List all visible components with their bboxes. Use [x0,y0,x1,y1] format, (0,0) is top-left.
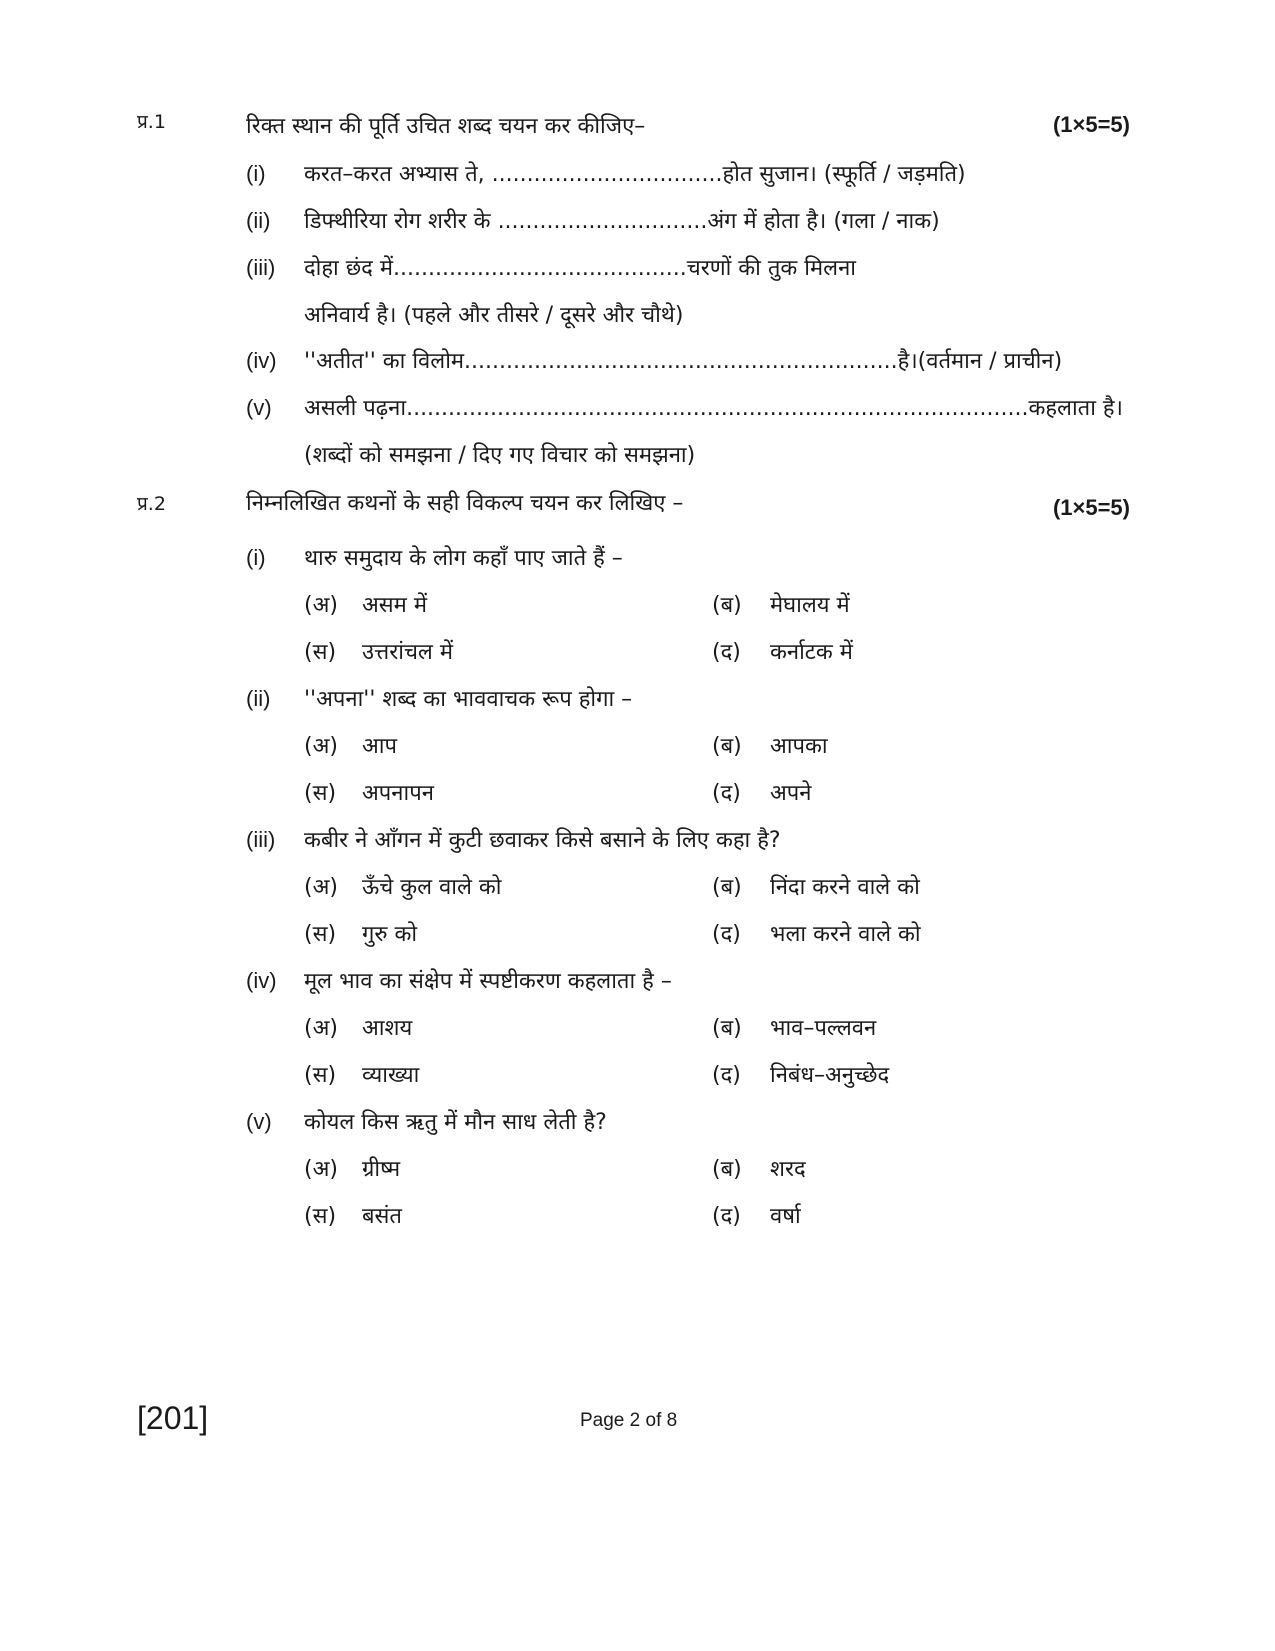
item-text-continuation: अनिवार्य है। (पहले और तीसरे / दूसरे और चौथे) [304,303,684,328]
item-number: (i) [246,161,266,186]
q1-marks: (1×5=5) [1052,112,1130,137]
q2-question [246,1106,607,1136]
option-text: अपनापन [362,781,434,806]
item-text: डिफ्थीरिया रोग शरीर के ..............................अंग में होता है। (गला / नाक) [304,209,940,234]
item-number: (ii) [246,208,271,233]
option-text: असम में [362,593,427,618]
option [712,1012,876,1042]
option-text: गुरु को [362,922,418,947]
option-text: आपका [770,734,828,759]
option-label: (अ) [304,1157,338,1182]
option-label: (स) [304,781,337,806]
option-text: आप [362,734,397,759]
option [712,1059,889,1089]
item-text: करत–करत अभ्यास ते, .................................होत सुजान। (स्फूर्ति / जड़मति) [304,162,966,187]
question-text: मूल भाव का संक्षेप में स्पष्टीकरण कहलाता है – [304,969,672,994]
option-label: (द) [712,922,741,947]
item-text: दोहा छंद में..........................................चरणों की तुक मिलना [304,256,856,281]
option-label: (द) [712,1204,741,1229]
option-text: मेघालय में [770,593,850,618]
item-number: (iv) [246,348,277,373]
q1-item [246,158,966,188]
option-label: (स) [304,640,337,665]
q2-question [246,683,632,713]
q1-item [246,205,940,235]
option-label: (ब) [712,875,742,900]
option-label: (अ) [304,1016,338,1041]
item-text: ''अतीत'' का विलोम..............................................................है।(वर्तमान / प्राचीन) [304,349,1063,374]
option-text: भला करने वाले को [770,922,921,947]
option-label: (द) [712,781,741,806]
option [304,1012,412,1042]
item-number: (i) [246,545,266,570]
question-text: ''अपना'' शब्द का भाववाचक रूप होगा – [304,687,633,712]
option [304,636,453,666]
item-number: (ii) [246,686,271,711]
option-text: वर्षा [770,1204,801,1229]
question-text: कोयल किस ऋतु में मौन साध लेती है? [304,1110,607,1135]
q1-number: प्र.1 [137,111,166,133]
option-text: निबंध–अनुच्छेद [770,1063,890,1088]
item-number: (v) [246,1109,272,1134]
q1-instruction: रिक्त स्थान की पूर्ति उचित शब्द चयन कर कीजिए– [246,114,646,139]
item-text: असली पढ़ना.........................................................................................कहलाता है। [304,396,1123,421]
option-text: कर्नाटक में [770,640,853,665]
option-label: (स) [304,1063,337,1088]
q2-instruction: निम्नलिखित कथनों के सही विकल्प चयन कर लिखिए – [246,491,684,516]
item-number: (iv) [246,968,277,993]
option [712,730,828,760]
page-number: Page 2 of 8 [580,1410,678,1431]
option-label: (द) [712,1063,741,1088]
option [712,589,850,619]
question-text: थारु समुदाय के लोग कहाँ पाए जाते हैं – [304,546,623,571]
option [304,871,501,901]
option [712,1200,801,1230]
option-label: (अ) [304,593,338,618]
option [304,589,427,619]
item-text-continuation: (शब्दों को समझना / दिए गए विचार को समझना) [304,443,696,468]
question-text: कबीर ने आँगन में कुटी छवाकर किसे बसाने के लिए कहा है? [304,828,781,853]
option [304,730,397,760]
option-label: (अ) [304,875,338,900]
item-number: (iii) [246,255,276,280]
option [304,1153,400,1183]
option-text: उत्तरांचल में [362,640,453,665]
q2-question [246,824,781,854]
option-label: (ब) [712,734,742,759]
option-label: (स) [304,1204,337,1229]
item-number: (v) [246,395,272,420]
q1-item [246,345,1062,375]
option-text: ग्रीष्म [362,1157,401,1182]
q1-item [246,392,1123,422]
option-text: भाव–पल्लवन [770,1016,877,1041]
option [712,1153,806,1183]
option-text: अपने [770,781,812,806]
option [304,1200,402,1230]
option-text: ऊँचे कुल वाले को [362,875,502,900]
option-label: (द) [712,640,741,665]
option-label: (ब) [712,1157,742,1182]
option [712,871,920,901]
option-text: निंदा करने वाले को [770,875,920,900]
q2-marks: (1×5=5) [1052,495,1130,520]
q2-number: प्र.2 [137,493,166,515]
item-number: (iii) [246,827,276,852]
q1-item [246,252,856,282]
option [304,777,434,807]
option-text: व्याख्या [362,1063,420,1088]
option-text: शरद [770,1157,806,1182]
option-text: बसंत [362,1204,402,1229]
option [304,918,417,948]
option [712,636,853,666]
option-label: (अ) [304,734,338,759]
paper-code: [201] [137,1400,209,1436]
option [712,777,812,807]
option [304,1059,419,1089]
option-label: (स) [304,922,337,947]
option-text: आशय [362,1016,413,1041]
option-label: (ब) [712,1016,742,1041]
q2-question [246,542,623,572]
option [712,918,921,948]
q2-question [246,965,672,995]
option-label: (ब) [712,593,742,618]
